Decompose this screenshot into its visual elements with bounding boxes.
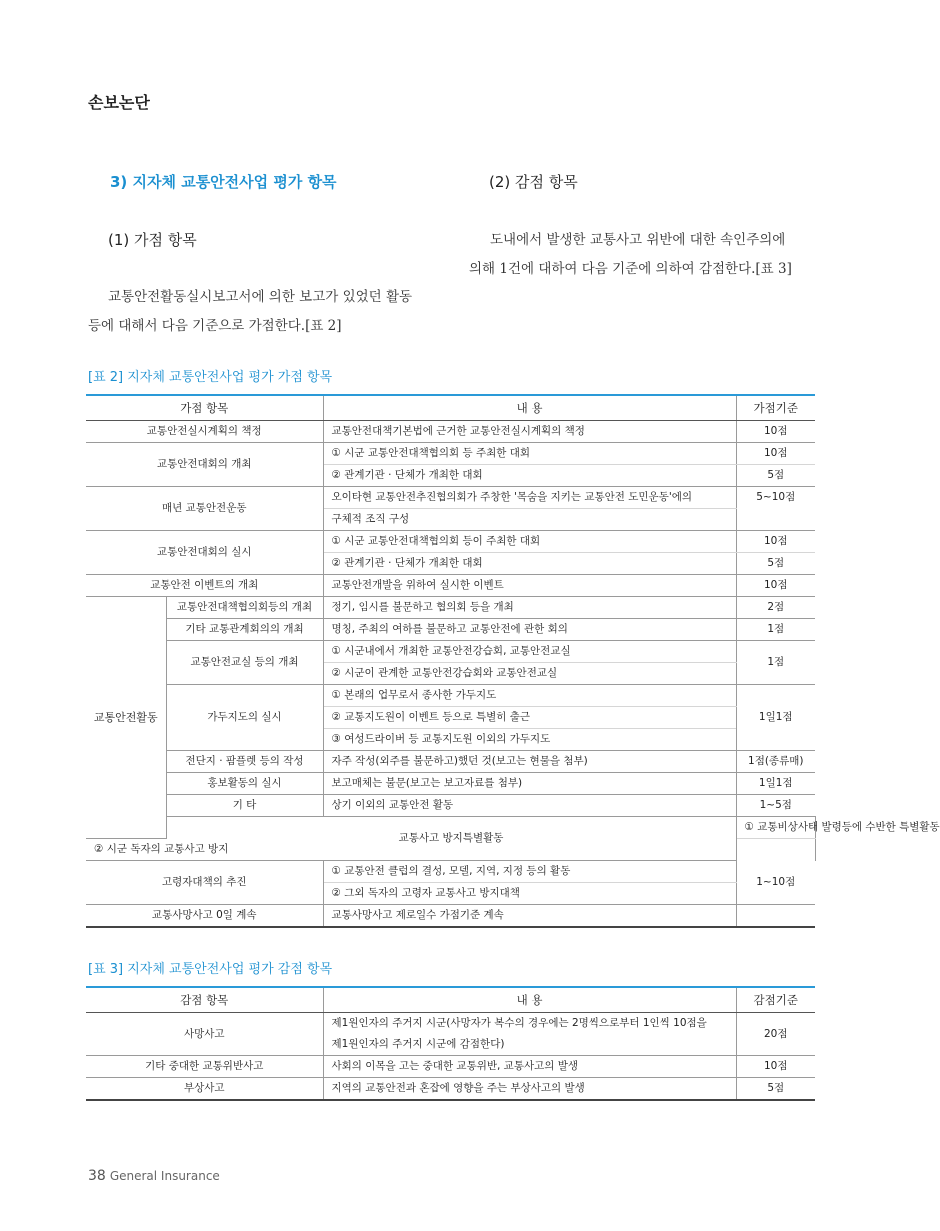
table-cell: ① 교통안전 클럽의 결성, 모델, 지역, 지정 등의 활동 [323, 861, 736, 883]
table-cell: 오이타현 교통안전추진협의회가 주창한 '목숨을 지키는 교통안전 도민운동'에의 [323, 487, 736, 509]
table-cell: 자주 작성(외주를 불문하고)했던 것(보고는 현물을 첨부) [323, 751, 736, 773]
table-row [86, 487, 815, 509]
table-cell: 고령자대책의 추진 [86, 861, 323, 905]
table-cell: 1일1점 [736, 685, 815, 751]
bonus-items-table [86, 394, 940, 928]
table-cell: 부상사고 [86, 1078, 323, 1101]
table-cell: 교통안전대책협의회등의 개최 [166, 597, 323, 619]
table-cell: 교통안전대책기본법에 근거한 교통안전실시계획의 책정 [323, 421, 736, 443]
table-cell: ② 교통지도원이 이벤트 등으로 특별히 출근 [323, 707, 736, 729]
table2-caption: [표 2] 지자체 교통안전사업 평가 가점 항목 [88, 370, 333, 385]
table-cell: 정기, 임시를 불문하고 협의회 등을 개최 [323, 597, 736, 619]
table-cell: 기 타 [166, 795, 323, 817]
table-cell: 교통안전대회의 실시 [86, 531, 323, 575]
table-cell: ① 본래의 업무로서 종사한 가두지도 [323, 685, 736, 707]
deduction-items-table [86, 986, 815, 1101]
table-cell: 2점 [736, 597, 815, 619]
table-cell: 1일1점 [736, 773, 815, 795]
table-cell: 구체적 조직 구성 [323, 509, 736, 531]
table-cell: ② 관계기관 · 단체가 개최한 대회 [323, 465, 736, 487]
table-row [86, 1056, 815, 1078]
deduction-subtitle: (2) 감점 항목 [489, 173, 578, 191]
table-cell: ② 그외 독자의 고령자 교통사고 방지대책 [323, 883, 736, 905]
table3-caption: [표 3] 지자체 교통안전사업 평가 감점 항목 [88, 962, 333, 977]
table-cell: 보고매체는 불문(보고는 보고자료를 첨부) [323, 773, 736, 795]
page-footer [88, 1168, 220, 1184]
table-cell: 5점 [736, 1078, 815, 1101]
table-row [86, 795, 815, 817]
table-cell: ③ 여성드라이버 등 교통지도원 이외의 가두지도 [323, 729, 736, 751]
table-cell: 10점 [736, 421, 815, 443]
table2-header-content: 내 용 [323, 395, 736, 421]
table-cell: 교통안전 이벤트의 개최 [86, 575, 323, 597]
table-cell: 1점 [736, 619, 815, 641]
table-cell: 교통안전활동 [86, 597, 166, 839]
table-cell: 5점 [736, 553, 815, 575]
table-cell: 10점 [736, 575, 815, 597]
table-row [86, 861, 815, 883]
table-cell: 교통안전대회의 개최 [86, 443, 323, 487]
bonus-paragraph-line1: 교통안전활동실시보고서에 의한 보고가 있었던 활동 [108, 289, 413, 305]
table-cell: 1점 [736, 641, 815, 685]
table-cell: ② 시군 독자의 교통사고 방지 [86, 839, 166, 861]
table-row [86, 443, 815, 465]
table-row [86, 575, 815, 597]
table-cell: 지역의 교통안전과 혼잡에 영향을 주는 부상사고의 발생 [323, 1078, 736, 1101]
table-cell: 교통사고 방지특별활동 [166, 817, 736, 861]
table-row [86, 641, 815, 663]
table-cell: ② 관계기관 · 단체가 개최한 대회 [323, 553, 736, 575]
table-row [86, 817, 815, 839]
table-row [86, 619, 815, 641]
table-cell: 교통사망사고 제로일수 가점기준 계속 [323, 905, 736, 928]
table-cell: 교통안전실시계획의 책정 [86, 421, 323, 443]
table-cell: 교통사망사고 0일 계속 [86, 905, 323, 928]
table-cell: 가두지도의 실시 [166, 685, 323, 751]
table-row [86, 773, 815, 795]
deduction-paragraph-line1: 도내에서 발생한 교통사고 위반에 대한 속인주의에 [490, 232, 786, 248]
table-row [86, 685, 815, 707]
table-cell: ① 시군내에서 개최한 교통안전강습회, 교통안전교실 [323, 641, 736, 663]
table-cell: ① 교통비상사태 발령등에 수반한 특별활동 [736, 817, 815, 839]
table-cell: 상기 이외의 교통안전 활동 [323, 795, 736, 817]
table-cell: ② 시군이 관계한 교통안전강습회와 교통안전교실 [323, 663, 736, 685]
table-row [86, 1013, 815, 1035]
table-cell: 홍보활동의 실시 [166, 773, 323, 795]
table-row [86, 905, 815, 928]
table-cell: 1점(종류매) [736, 751, 815, 773]
deduction-paragraph-line2: 의해 1건에 대하여 다음 기준에 의하여 감점한다.[표 3] [469, 261, 792, 277]
table-cell: 5점 [736, 465, 815, 487]
footer-label: General Insurance [109, 1169, 220, 1183]
table-cell: 사망사고 [86, 1013, 323, 1056]
table2-header-score: 가점기준 [736, 395, 815, 421]
table3-header-score: 감점기준 [736, 987, 815, 1013]
table-cell: 전단지 · 팜플렛 등의 작성 [166, 751, 323, 773]
bonus-paragraph-line2: 등에 대해서 다음 기준으로 가점한다.[표 2] [88, 318, 342, 334]
table2-header-item: 가점 항목 [86, 395, 323, 421]
table-cell: ① 시군 교통안전대책협의회 등이 주최한 대회 [323, 531, 736, 553]
table-row [86, 531, 815, 553]
table-row [86, 421, 815, 443]
table-cell: 사회의 이목을 고는 중대한 교통위반, 교통사고의 발생 [323, 1056, 736, 1078]
table-cell: 1~10점 [736, 861, 815, 905]
table-cell: 10점 [736, 531, 815, 553]
table-cell: 10점 [736, 443, 815, 465]
table-cell: ① 시군 교통안전대책협의회 등 주최한 대회 [323, 443, 736, 465]
table-cell: 교통안전교실 등의 개최 [166, 641, 323, 685]
bonus-subtitle: (1) 가점 항목 [108, 231, 197, 249]
section-title: 3) 지자체 교통안전사업 평가 항목 [110, 173, 337, 191]
table-cell: 20점 [736, 1013, 815, 1056]
table-cell: 매년 교통안전운동 [86, 487, 323, 531]
table-row [86, 597, 815, 619]
table-cell: 교통안전개발을 위하여 실시한 이벤트 [323, 575, 736, 597]
running-header: 손보논단 [88, 93, 150, 112]
table-cell: 명칭, 주최의 여하를 불문하고 교통안전에 관한 회의 [323, 619, 736, 641]
table-cell: 기타 중대한 교통위반사고 [86, 1056, 323, 1078]
table-cell: 기타 교통관계회의의 개최 [166, 619, 323, 641]
table3-header-content: 내 용 [323, 987, 736, 1013]
table3-header-item: 감점 항목 [86, 987, 323, 1013]
table-cell: 5~10점 [736, 487, 815, 531]
page-number: 38 [88, 1168, 106, 1184]
table-cell: 제1원인자의 주거지 시군(사망자가 복수의 경우에는 2명씩으로부터 1인씩 10점을 [331, 1017, 707, 1029]
table-row [86, 751, 815, 773]
table-cell [736, 905, 815, 928]
table-cell: 제1원인자의 주거지 시군에 감점한다) [323, 1034, 736, 1056]
table-cell: 1~5점 [736, 795, 815, 817]
table-row [86, 1078, 815, 1101]
table-cell: 10점 [736, 1056, 815, 1078]
